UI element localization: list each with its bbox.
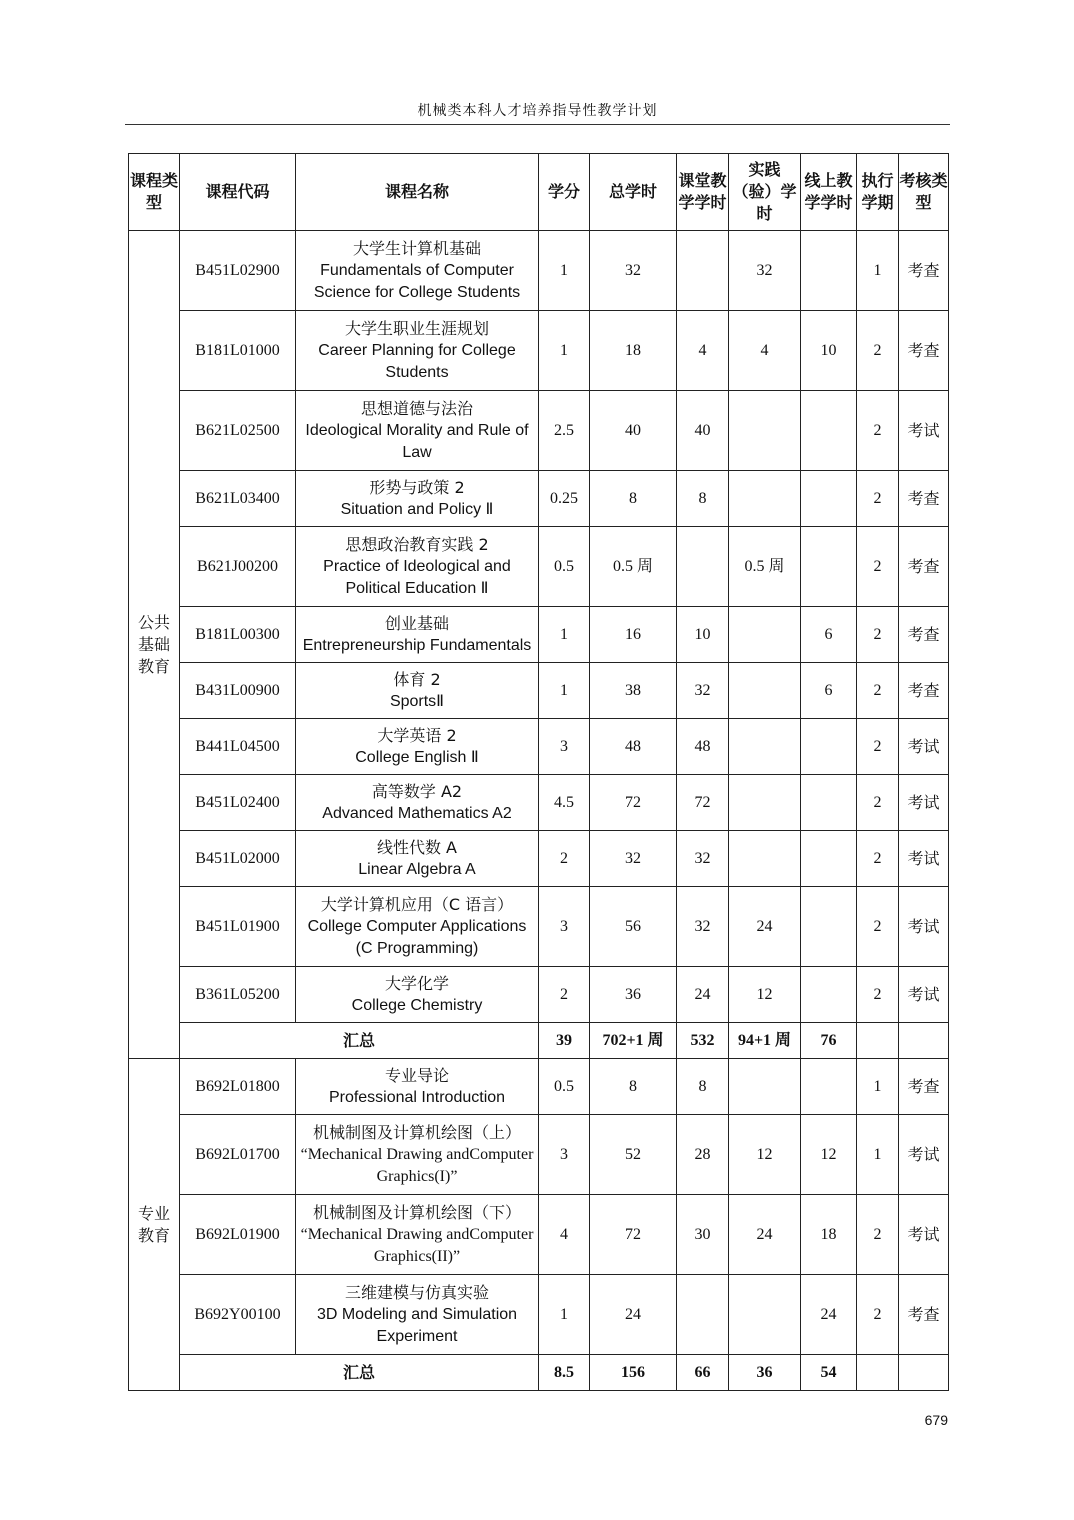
course-credit: 2 bbox=[539, 831, 590, 887]
course-lecture: 48 bbox=[677, 719, 729, 775]
course-name bbox=[296, 1115, 539, 1195]
header-row bbox=[129, 154, 949, 231]
course-total: 18 bbox=[590, 311, 677, 391]
course-name-cn: 高等数学 A2 bbox=[371, 781, 463, 801]
course-name-en: Advanced Mathematics A2 bbox=[322, 804, 512, 822]
course-name bbox=[296, 887, 539, 967]
course-code: B181L01000 bbox=[180, 311, 296, 391]
course-name-cn: 线性代数 A bbox=[376, 837, 458, 857]
course-semester: 2 bbox=[857, 311, 899, 391]
course-credit: 3 bbox=[539, 887, 590, 967]
course-practice bbox=[729, 391, 801, 471]
course-practice bbox=[729, 607, 801, 663]
course-name bbox=[296, 311, 539, 391]
summary-practice: 36 bbox=[729, 1355, 801, 1391]
course-code: B431L00900 bbox=[180, 663, 296, 719]
course-name-cn: 机械制图及计算机绘图（下） bbox=[312, 1202, 521, 1222]
col-header-code: 课程代码 bbox=[180, 154, 296, 231]
course-online bbox=[801, 1059, 857, 1115]
course-credit: 0.5 bbox=[539, 527, 590, 607]
course-name-en: College Computer Applications (C Programming) bbox=[307, 917, 527, 957]
course-name-en: Linear Algebra A bbox=[358, 860, 476, 878]
course-lecture: 28 bbox=[677, 1115, 729, 1195]
course-semester: 2 bbox=[857, 831, 899, 887]
course-credit: 4 bbox=[539, 1195, 590, 1275]
course-online bbox=[801, 391, 857, 471]
course-online: 10 bbox=[801, 311, 857, 391]
course-total: 32 bbox=[590, 831, 677, 887]
col-header-online: 线上教学学时 bbox=[801, 154, 857, 231]
course-semester: 2 bbox=[857, 887, 899, 967]
summary-exam bbox=[899, 1355, 949, 1391]
course-name bbox=[296, 1059, 539, 1115]
course-exam-type: 考试 bbox=[899, 1195, 949, 1275]
summary-label: 汇总 bbox=[180, 1023, 539, 1059]
course-name-cn: 思想政治教育实践 2 bbox=[345, 534, 489, 554]
course-name bbox=[296, 527, 539, 607]
course-online bbox=[801, 775, 857, 831]
table-row bbox=[129, 391, 949, 471]
course-name bbox=[296, 1275, 539, 1355]
course-name bbox=[296, 471, 539, 527]
header-rule bbox=[125, 124, 950, 125]
table-row bbox=[129, 831, 949, 887]
course-semester: 2 bbox=[857, 719, 899, 775]
course-total: 0.5 周 bbox=[590, 527, 677, 607]
table-row bbox=[129, 607, 949, 663]
course-code: B181L00300 bbox=[180, 607, 296, 663]
course-code: B692L01700 bbox=[180, 1115, 296, 1195]
course-credit: 2.5 bbox=[539, 391, 590, 471]
summary-semester bbox=[857, 1023, 899, 1059]
course-name bbox=[296, 231, 539, 311]
course-name bbox=[296, 967, 539, 1023]
col-header-practice: 实践（验）学时 bbox=[729, 154, 801, 231]
table-row bbox=[129, 719, 949, 775]
course-lecture: 30 bbox=[677, 1195, 729, 1275]
course-exam-type: 考试 bbox=[899, 1115, 949, 1195]
course-total: 38 bbox=[590, 663, 677, 719]
summary-practice: 94+1 周 bbox=[729, 1023, 801, 1059]
course-lecture: 32 bbox=[677, 887, 729, 967]
course-practice: 4 bbox=[729, 311, 801, 391]
course-name-en: “Mechanical Drawing andComputer Graphics(I)” bbox=[300, 1145, 534, 1185]
course-code: B451L02400 bbox=[180, 775, 296, 831]
course-semester: 2 bbox=[857, 663, 899, 719]
course-code: B621L02500 bbox=[180, 391, 296, 471]
col-header-total: 总学时 bbox=[590, 154, 677, 231]
course-name bbox=[296, 391, 539, 471]
course-code: B621L03400 bbox=[180, 471, 296, 527]
course-name-cn: 体育 2 bbox=[393, 669, 441, 689]
course-name-en: Practice of Ideological and Political Education Ⅱ bbox=[323, 557, 511, 597]
course-lecture: 32 bbox=[677, 663, 729, 719]
course-semester: 2 bbox=[857, 471, 899, 527]
course-name-cn: 创业基础 bbox=[384, 613, 449, 633]
course-practice: 12 bbox=[729, 1115, 801, 1195]
course-online: 12 bbox=[801, 1115, 857, 1195]
course-lecture: 8 bbox=[677, 471, 729, 527]
course-credit: 1 bbox=[539, 663, 590, 719]
course-credit: 3 bbox=[539, 719, 590, 775]
course-lecture bbox=[677, 231, 729, 311]
summary-lecture: 66 bbox=[677, 1355, 729, 1391]
course-name bbox=[296, 831, 539, 887]
col-header-lecture: 课堂教学学时 bbox=[677, 154, 729, 231]
course-lecture: 10 bbox=[677, 607, 729, 663]
course-total: 72 bbox=[590, 1195, 677, 1275]
course-exam-type: 考查 bbox=[899, 527, 949, 607]
col-header-exam: 考核类型 bbox=[899, 154, 949, 231]
summary-online: 76 bbox=[801, 1023, 857, 1059]
summary-total: 702+1 周 bbox=[590, 1023, 677, 1059]
course-lecture: 32 bbox=[677, 831, 729, 887]
course-code: B692L01800 bbox=[180, 1059, 296, 1115]
course-exam-type: 考查 bbox=[899, 607, 949, 663]
course-name-cn: 思想道德与法治 bbox=[360, 398, 473, 418]
course-practice bbox=[729, 471, 801, 527]
course-code: B692L01900 bbox=[180, 1195, 296, 1275]
course-name bbox=[296, 1195, 539, 1275]
course-name-en: College Chemistry bbox=[351, 996, 483, 1014]
course-code: B361L05200 bbox=[180, 967, 296, 1023]
course-credit: 0.5 bbox=[539, 1059, 590, 1115]
summary-credit: 39 bbox=[539, 1023, 590, 1059]
course-name bbox=[296, 607, 539, 663]
course-exam-type: 考查 bbox=[899, 471, 949, 527]
course-total: 8 bbox=[590, 1059, 677, 1115]
summary-label: 汇总 bbox=[180, 1355, 539, 1391]
col-header-type: 课程类型 bbox=[129, 154, 180, 231]
table-row bbox=[129, 1059, 949, 1115]
course-online bbox=[801, 967, 857, 1023]
course-semester: 2 bbox=[857, 607, 899, 663]
course-online bbox=[801, 527, 857, 607]
course-total: 40 bbox=[590, 391, 677, 471]
course-name bbox=[296, 663, 539, 719]
table-row bbox=[129, 967, 949, 1023]
category-cell: 专业教育 bbox=[129, 1059, 180, 1391]
course-semester: 1 bbox=[857, 1059, 899, 1115]
course-practice bbox=[729, 1275, 801, 1355]
course-semester: 2 bbox=[857, 1195, 899, 1275]
course-semester: 1 bbox=[857, 231, 899, 311]
course-total: 72 bbox=[590, 775, 677, 831]
course-name-en: SportsⅡ bbox=[389, 692, 445, 710]
course-online bbox=[801, 231, 857, 311]
summary-credit: 8.5 bbox=[539, 1355, 590, 1391]
table-row bbox=[129, 231, 949, 311]
course-practice: 24 bbox=[729, 887, 801, 967]
course-name-cn: 大学生计算机基础 bbox=[352, 238, 481, 258]
course-name-cn: 大学英语 2 bbox=[377, 725, 457, 745]
course-name-en: Professional Introduction bbox=[328, 1088, 506, 1106]
course-semester: 2 bbox=[857, 1275, 899, 1355]
course-total: 52 bbox=[590, 1115, 677, 1195]
course-name bbox=[296, 719, 539, 775]
page-number: 679 bbox=[924, 1412, 948, 1428]
summary-exam bbox=[899, 1023, 949, 1059]
course-semester: 2 bbox=[857, 775, 899, 831]
course-lecture: 72 bbox=[677, 775, 729, 831]
page-header-title: 机械类本科人才培养指导性教学计划 bbox=[417, 103, 658, 119]
table-row bbox=[129, 1115, 949, 1195]
course-exam-type: 考查 bbox=[899, 1059, 949, 1115]
course-exam-type: 考试 bbox=[899, 391, 949, 471]
course-total: 32 bbox=[590, 231, 677, 311]
course-name-cn: 大学生职业生涯规划 bbox=[344, 318, 489, 338]
course-semester: 1 bbox=[857, 1115, 899, 1195]
col-header-credit: 学分 bbox=[539, 154, 590, 231]
course-credit: 1 bbox=[539, 1275, 590, 1355]
course-semester: 2 bbox=[857, 527, 899, 607]
table-row bbox=[129, 1275, 949, 1355]
course-name-en: Ideological Morality and Rule of Law bbox=[305, 421, 529, 461]
course-online: 6 bbox=[801, 607, 857, 663]
course-name-cn: 三维建模与仿真实验 bbox=[344, 1282, 489, 1302]
course-online: 6 bbox=[801, 663, 857, 719]
teaching-plan-table bbox=[128, 153, 949, 1391]
summary-total: 156 bbox=[590, 1355, 677, 1391]
table-row bbox=[129, 311, 949, 391]
course-online: 24 bbox=[801, 1275, 857, 1355]
course-total: 24 bbox=[590, 1275, 677, 1355]
course-total: 16 bbox=[590, 607, 677, 663]
course-name-en: 3D Modeling and Simulation Experiment bbox=[316, 1305, 518, 1345]
course-credit: 3 bbox=[539, 1115, 590, 1195]
course-practice: 0.5 周 bbox=[729, 527, 801, 607]
course-exam-type: 考查 bbox=[899, 231, 949, 311]
summary-semester bbox=[857, 1355, 899, 1391]
summary-row bbox=[129, 1355, 949, 1391]
course-code: B621J00200 bbox=[180, 527, 296, 607]
course-name-en: Entrepreneurship Fundamentals bbox=[302, 636, 532, 654]
table-row bbox=[129, 527, 949, 607]
course-name-en: Situation and Policy Ⅱ bbox=[340, 500, 494, 518]
course-total: 8 bbox=[590, 471, 677, 527]
table-row bbox=[129, 887, 949, 967]
course-name bbox=[296, 775, 539, 831]
course-name-cn: 大学计算机应用（C 语言） bbox=[320, 894, 514, 914]
course-online: 18 bbox=[801, 1195, 857, 1275]
course-total: 36 bbox=[590, 967, 677, 1023]
course-practice bbox=[729, 775, 801, 831]
course-name-en: Fundamentals of Computer Science for College Students bbox=[313, 261, 521, 301]
table-row bbox=[129, 663, 949, 719]
course-exam-type: 考查 bbox=[899, 663, 949, 719]
course-semester: 2 bbox=[857, 967, 899, 1023]
summary-online: 54 bbox=[801, 1355, 857, 1391]
table-row bbox=[129, 1195, 949, 1275]
course-name-en: College English Ⅱ bbox=[355, 748, 479, 766]
course-lecture bbox=[677, 527, 729, 607]
course-name-cn: 大学化学 bbox=[384, 973, 449, 993]
course-online bbox=[801, 831, 857, 887]
course-credit: 2 bbox=[539, 967, 590, 1023]
course-online bbox=[801, 887, 857, 967]
course-practice: 32 bbox=[729, 231, 801, 311]
course-code: B451L02900 bbox=[180, 231, 296, 311]
course-lecture: 40 bbox=[677, 391, 729, 471]
course-credit: 1 bbox=[539, 231, 590, 311]
course-total: 48 bbox=[590, 719, 677, 775]
course-practice bbox=[729, 831, 801, 887]
course-lecture: 24 bbox=[677, 967, 729, 1023]
course-online bbox=[801, 471, 857, 527]
course-code: B451L01900 bbox=[180, 887, 296, 967]
table-row bbox=[129, 775, 949, 831]
course-credit: 4.5 bbox=[539, 775, 590, 831]
course-lecture: 8 bbox=[677, 1059, 729, 1115]
course-name-en: “Mechanical Drawing andComputer Graphics(II)” bbox=[300, 1225, 534, 1265]
course-online bbox=[801, 719, 857, 775]
course-exam-type: 考试 bbox=[899, 831, 949, 887]
course-total: 56 bbox=[590, 887, 677, 967]
course-name-cn: 形势与政策 2 bbox=[369, 477, 465, 497]
summary-lecture: 532 bbox=[677, 1023, 729, 1059]
course-exam-type: 考试 bbox=[899, 967, 949, 1023]
course-practice: 12 bbox=[729, 967, 801, 1023]
course-practice bbox=[729, 1059, 801, 1115]
course-code: B441L04500 bbox=[180, 719, 296, 775]
course-name-en: Career Planning for College Students bbox=[318, 341, 516, 381]
course-credit: 1 bbox=[539, 311, 590, 391]
summary-row bbox=[129, 1023, 949, 1059]
course-code: B692Y00100 bbox=[180, 1275, 296, 1355]
course-practice bbox=[729, 719, 801, 775]
col-header-semester: 执行学期 bbox=[857, 154, 899, 231]
category-cell: 公共基础教育 bbox=[129, 231, 180, 1059]
course-exam-type: 考查 bbox=[899, 1275, 949, 1355]
course-semester: 2 bbox=[857, 391, 899, 471]
table-row bbox=[129, 471, 949, 527]
course-practice bbox=[729, 663, 801, 719]
course-lecture bbox=[677, 1275, 729, 1355]
course-exam-type: 考试 bbox=[899, 887, 949, 967]
course-practice: 24 bbox=[729, 1195, 801, 1275]
course-name-cn: 机械制图及计算机绘图（上） bbox=[312, 1122, 521, 1142]
course-lecture: 4 bbox=[677, 311, 729, 391]
course-credit: 1 bbox=[539, 607, 590, 663]
course-exam-type: 考查 bbox=[899, 311, 949, 391]
course-code: B451L02000 bbox=[180, 831, 296, 887]
col-header-name: 课程名称 bbox=[296, 154, 539, 231]
course-exam-type: 考试 bbox=[899, 775, 949, 831]
course-exam-type: 考试 bbox=[899, 719, 949, 775]
course-name-cn: 专业导论 bbox=[384, 1065, 449, 1085]
course-credit: 0.25 bbox=[539, 471, 590, 527]
